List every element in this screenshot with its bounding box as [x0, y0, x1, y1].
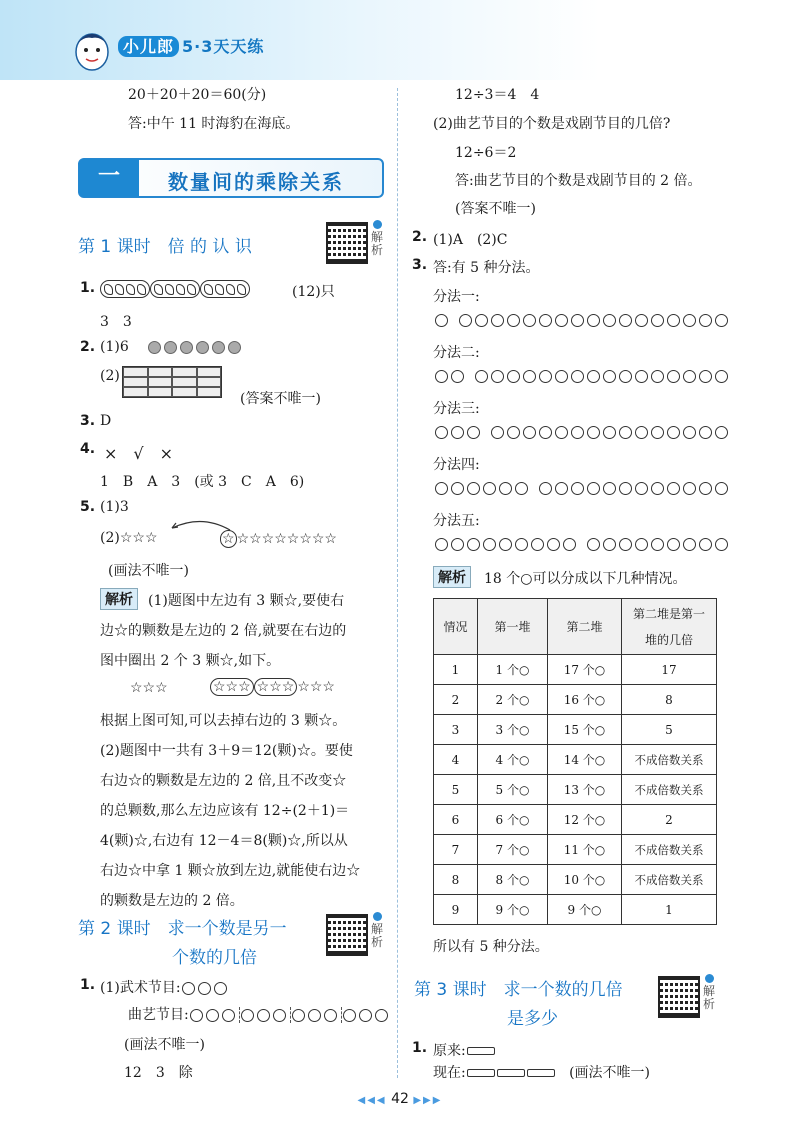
- qr-label: 解析: [370, 220, 384, 257]
- q1-bird-groups: [100, 280, 250, 298]
- rp1-answer-a: 原来:: [433, 1040, 496, 1060]
- q1-answer-b: 3 3: [100, 314, 132, 330]
- table-cell: 不成倍数关系: [622, 775, 717, 805]
- bird-group: [100, 280, 150, 298]
- table-cell: 12 个○: [548, 805, 622, 835]
- analysis-line: 图中圈出 2 个 3 颗☆,如下。: [100, 653, 281, 669]
- q5-note: (画法不唯一): [108, 563, 189, 579]
- method-label: 分法五:: [433, 513, 480, 529]
- q5-number: 5.: [80, 499, 96, 515]
- mascot-icon: [72, 22, 112, 72]
- table-cell: 7: [434, 835, 478, 865]
- analysis-tag: 解析: [100, 588, 138, 610]
- lesson-3-title-b: 是多少: [507, 1009, 558, 1029]
- bird-group: [150, 280, 200, 298]
- star-group: ☆☆☆: [210, 678, 254, 696]
- r-line: (2)曲艺节目的个数是戏剧节目的几倍?: [433, 116, 671, 132]
- table-row: [434, 895, 717, 925]
- method-label: 分法四:: [433, 457, 480, 473]
- table-cell: 14 个○: [548, 745, 622, 775]
- table-cell: 不成倍数关系: [622, 865, 717, 895]
- analysis-stars-left: ☆☆☆: [130, 680, 168, 696]
- p1-note: (画法不唯一): [124, 1037, 205, 1053]
- bar-icon: [467, 1047, 495, 1055]
- analysis-line: 4(颗)☆,右边有 12－4＝8(颗)☆,所以从: [100, 833, 348, 849]
- table-cell: 13 个○: [548, 775, 622, 805]
- q5-left-stars: ☆☆☆: [119, 530, 158, 546]
- table-cell: 15 个○: [548, 715, 622, 745]
- table-cell: 2 个○: [478, 685, 548, 715]
- analysis-line: 右边☆中拿 1 颗☆放到左边,就能使右边☆: [100, 863, 361, 879]
- lesson-1-title: 第 1 课时 倍 的 认 识: [78, 237, 252, 257]
- analysis-tag: 解析: [433, 566, 471, 588]
- table-cell: 不成倍数关系: [622, 745, 717, 775]
- table-header: 第二堆是第一堆的几倍: [622, 599, 717, 655]
- table-cell: 8 个○: [478, 865, 548, 895]
- table-cell: 4 个○: [478, 745, 548, 775]
- q5-answer-b: (2)☆☆☆: [100, 530, 158, 546]
- q5-answer-a: (1)3: [100, 499, 129, 515]
- table-cell: 1: [622, 895, 717, 925]
- qr-code-icon[interactable]: [326, 222, 368, 264]
- table-cell: 16 个○: [548, 685, 622, 715]
- table-cell: 17: [622, 655, 717, 685]
- analysis-line: 的总颗数,那么左边应该有 12÷(2＋1)＝: [100, 803, 350, 819]
- unit-title: 数量间的乘除关系: [168, 170, 344, 194]
- analysis-line: 根据上图可知,可以去掉右边的 3 颗☆。: [100, 713, 347, 729]
- method-3-circles: [433, 424, 730, 440]
- rq2-answer: (1)A (2)C: [433, 232, 508, 248]
- line-answer: 答:中午 11 时海豹在海底。: [128, 116, 300, 132]
- table-cell: 9 个○: [548, 895, 622, 925]
- unit-banner: [78, 158, 384, 198]
- table-cell: 5 个○: [478, 775, 548, 805]
- method-4-circles: [433, 480, 730, 496]
- method-label: 分法二:: [433, 345, 480, 361]
- table-header: 情况: [434, 599, 478, 655]
- split-table: [433, 598, 717, 925]
- q1-answer: (12)只: [292, 284, 335, 300]
- table-cell: 不成倍数关系: [622, 835, 717, 865]
- q1-number: 1.: [80, 280, 96, 296]
- q2-grey-circles: [146, 339, 242, 355]
- table-header: 第二堆: [548, 599, 622, 655]
- rp1-number: 1.: [412, 1040, 428, 1056]
- table-cell: 6: [434, 805, 478, 835]
- q3-answer: D: [100, 413, 112, 429]
- q4-answer: × √ ×: [104, 444, 174, 463]
- play-icon: [373, 220, 382, 229]
- bar-icon: [497, 1069, 525, 1077]
- brand-title: 小儿郎 5·3天天练: [118, 34, 264, 57]
- conclusion: 所以有 5 种分法。: [433, 939, 549, 955]
- analysis-stars-right: ☆☆☆ ☆☆☆ ☆☆☆: [210, 678, 335, 696]
- table-header: 第一堆: [478, 599, 548, 655]
- table-header-row: [434, 599, 717, 655]
- table-cell: 1: [434, 655, 478, 685]
- table-cell: 1 个○: [478, 655, 548, 685]
- table-cell: 5: [622, 715, 717, 745]
- page-number: ◀◀◀ 42 ▶▶▶: [357, 1091, 443, 1107]
- q5-right-stars: ☆ ☆☆☆☆☆☆☆☆: [222, 531, 337, 547]
- p1-answer-b: 曲艺节目:: [128, 1004, 390, 1024]
- table-cell: 9: [434, 895, 478, 925]
- method-5-circles: [433, 536, 730, 552]
- bird-group: [200, 280, 250, 298]
- analysis-line: (2)题图中一共有 3＋9＝12(颗)☆。要使: [100, 743, 353, 759]
- bar-icon: [467, 1069, 495, 1077]
- q2-answer-a: (1)6: [100, 339, 129, 355]
- table-row: [434, 715, 717, 745]
- r-line: (答案不唯一): [455, 201, 536, 217]
- method-label: 分法一:: [433, 289, 480, 305]
- star-group: ☆☆☆: [254, 678, 298, 696]
- p1-number: 1.: [80, 977, 96, 993]
- table-row: [434, 805, 717, 835]
- play-icon: [705, 974, 714, 983]
- table-row: [434, 835, 717, 865]
- unit-number: 一: [79, 159, 139, 197]
- table-cell: 8: [622, 685, 717, 715]
- qr-label: 解析: [370, 912, 384, 949]
- table-cell: 10 个○: [548, 865, 622, 895]
- analysis-line: 右边☆的颗数是左边的 2 倍,且不改变☆: [100, 773, 347, 789]
- rq3-number: 3.: [412, 257, 428, 273]
- right-arrows-icon: ▶▶▶: [413, 1095, 443, 1106]
- table-cell: 3: [434, 715, 478, 745]
- q2-answer-b: (2): [100, 368, 120, 384]
- analysis-text: 18 个○可以分成以下几种情况。: [484, 571, 687, 587]
- analysis-line: 的颗数是左边的 2 倍。: [100, 893, 244, 909]
- r-line: 答:曲艺节目的个数是戏剧节目的 2 倍。: [455, 173, 702, 189]
- method-2-circles: [433, 368, 730, 384]
- table-cell: 8: [434, 865, 478, 895]
- method-label: 分法三:: [433, 401, 480, 417]
- r-line: 12÷6＝2: [455, 145, 517, 161]
- qr-code-icon[interactable]: [326, 914, 368, 956]
- q4-answer-b: 1 B A 3 (或 3 C A 6): [100, 474, 305, 490]
- table-cell: 7 个○: [478, 835, 548, 865]
- p1-answer-a: (1)武术节目:: [100, 977, 229, 997]
- rq2-number: 2.: [412, 229, 428, 245]
- table-cell: 11 个○: [548, 835, 622, 865]
- bar-icon: [527, 1069, 555, 1077]
- q2-number: 2.: [80, 339, 96, 355]
- table-cell: 9 个○: [478, 895, 548, 925]
- rp1-answer-b: 现在: (画法不唯一): [433, 1065, 651, 1081]
- table-row: [434, 685, 717, 715]
- q2-note: (答案不唯一): [240, 391, 321, 407]
- table-row: [434, 865, 717, 895]
- left-arrows-icon: ◀◀◀: [357, 1095, 387, 1106]
- r-line: 12÷3＝4 4: [455, 87, 540, 103]
- table-cell: 6 个○: [478, 805, 548, 835]
- table-cell: 5: [434, 775, 478, 805]
- table-cell: 17 个○: [548, 655, 622, 685]
- p1-answer-c: 12 3 除: [124, 1065, 193, 1081]
- method-1-circles: [433, 312, 730, 328]
- lesson-2-title: 第 2 课时 求一个数是另一: [78, 919, 287, 939]
- table-cell: 2: [434, 685, 478, 715]
- lesson-3-title: 第 3 课时 求一个数的几倍: [414, 980, 623, 1000]
- qr-label: 解析: [702, 974, 716, 1011]
- table-row: [434, 745, 717, 775]
- qr-code-icon[interactable]: [658, 976, 700, 1018]
- analysis-line: (1)题图中左边有 3 颗☆,要使右: [148, 593, 345, 609]
- play-icon: [373, 912, 382, 921]
- column-divider: [397, 88, 398, 1078]
- table-row: [434, 775, 717, 805]
- rq3-answer: 答:有 5 种分法。: [433, 260, 540, 276]
- table-row: [434, 655, 717, 685]
- analysis-line: 边☆的颗数是左边的 2 倍,就要在右边的: [100, 623, 347, 639]
- q2-grid: [122, 366, 222, 398]
- table-cell: 4: [434, 745, 478, 775]
- lesson-2-title-b: 个数的几倍: [172, 948, 257, 968]
- table-cell: 2: [622, 805, 717, 835]
- q4-number: 4.: [80, 441, 96, 457]
- table-cell: 3 个○: [478, 715, 548, 745]
- q5-circled-star: ☆: [222, 531, 235, 547]
- line-calc: 20＋20＋20＝60(分): [128, 87, 267, 103]
- q3-number: 3.: [80, 413, 96, 429]
